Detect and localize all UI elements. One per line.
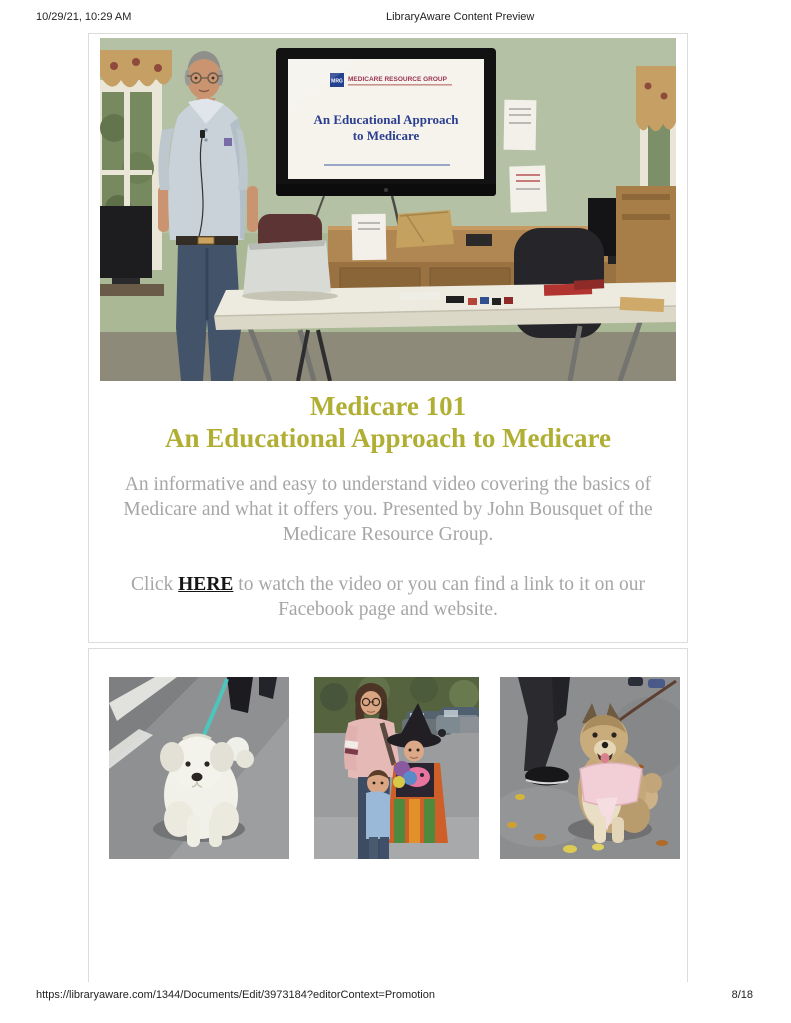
slide-title-line1: An Educational Approach: [313, 112, 459, 127]
promo-paragraph: [90, 472, 686, 547]
small-child-figure: [366, 770, 390, 859]
promo-heading: [89, 390, 687, 454]
promo-cta: [90, 572, 686, 622]
slide-org-text: MEDICARE RESOURCE GROUP: [348, 76, 447, 83]
footer-page-number: 8/18: [731, 989, 753, 1001]
promo-card: [88, 33, 688, 643]
family-halloween-illustration: [314, 677, 479, 859]
promo-heading-line2: An Educational Approach to Medicare: [164, 423, 612, 453]
gallery-card: [88, 648, 688, 982]
promo-heading-line1: Medicare 101: [309, 391, 467, 421]
cta-prefix: Click: [131, 574, 179, 595]
pink-dog-illustration: [500, 677, 680, 859]
footer-url: https://libraryaware.com/1344/Documents/Edit/3973184?editorContext=Promotion: [36, 989, 435, 1001]
video-here-link[interactable]: HERE: [178, 574, 234, 595]
print-timestamp: 10/29/21, 10:29 AM: [36, 11, 132, 23]
photo-dog-pink-costume: [500, 677, 680, 859]
print-title: LibraryAware Content Preview: [386, 11, 535, 23]
presenter-photo-illustration: [100, 38, 676, 381]
white-dog-illustration: [109, 677, 289, 859]
presenter-photo: [100, 38, 676, 381]
cta-suffix-line1: to watch the video or you can find a link to it on our: [233, 574, 645, 595]
slide-logo: MRG: [331, 78, 343, 85]
photo-white-dog: [109, 677, 289, 859]
photo-family-halloween: [314, 677, 479, 859]
promo-paragraph-line2: Medicare and what it offers you. Presented by John Bousquet of the: [123, 499, 653, 520]
cta-suffix-line2: Facebook page and website.: [278, 599, 498, 620]
promo-paragraph-line3: Medicare Resource Group.: [282, 524, 494, 545]
promo-paragraph-line1: An informative and easy to understand video covering the basics of: [124, 474, 652, 495]
slide-title-line2: to Medicare: [352, 128, 420, 143]
